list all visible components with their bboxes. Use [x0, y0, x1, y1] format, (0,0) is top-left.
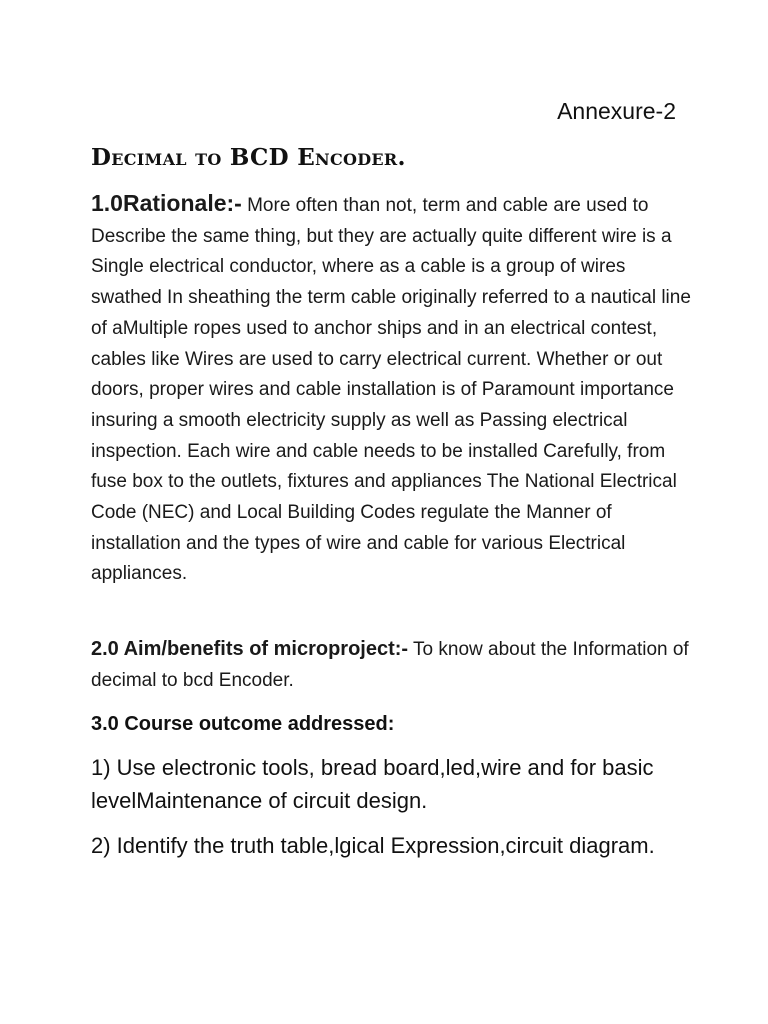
- aim-section: [91, 634, 691, 696]
- rationale-heading: 1.0Rationale:-: [91, 190, 242, 216]
- rationale-text: More often than not, term and cable are used to Describe the same thing, but they are actually quite different wire is a Single electrical conductor, where as a cable is a group of wires swathed In sheathing the term cable originally referred to a nautical line of aMultiple ropes used to anchor ships and in an electrical contest, cables like Wires are used to carry electrical current. Whether or out doors, proper wires and cable installation is of Paramount importance insuring a smooth electricity supply as well as Passing electrical inspection. Each wire and cable needs to be installed Carefully, from fuse box to the outlets, fixtures and appliances The National Electrical Code (NEC) and Local Building Codes regulate the Manner of installation and the types of wire and cable for various Electrical appliances.: [91, 195, 691, 585]
- course-outcome-item-1: 1) Use electronic tools, bread board,led,wire and for basic levelMaintenance of circuit design.: [91, 755, 654, 813]
- course-outcome-item: [91, 830, 691, 863]
- course-outcome-item: [91, 752, 691, 817]
- aim-heading: 2.0 Aim/benefits of microproject:-: [91, 638, 409, 660]
- annexure-label: Annexure-2: [557, 98, 676, 124]
- course-outcome-item-2: 2) Identify the truth table,lgical Expression,circuit diagram.: [91, 833, 655, 858]
- course-outcome-heading: 3.0 Course outcome addressed:: [91, 713, 395, 735]
- aim-text: To know about the Information of decimal to bcd Encoder.: [91, 639, 689, 691]
- aim-paragraph: [91, 634, 691, 696]
- course-outcome-section: [91, 708, 691, 740]
- rationale-section: [91, 188, 691, 590]
- document-title: Decimal to BCD Encoder.: [91, 144, 406, 171]
- rationale-paragraph: [91, 188, 691, 590]
